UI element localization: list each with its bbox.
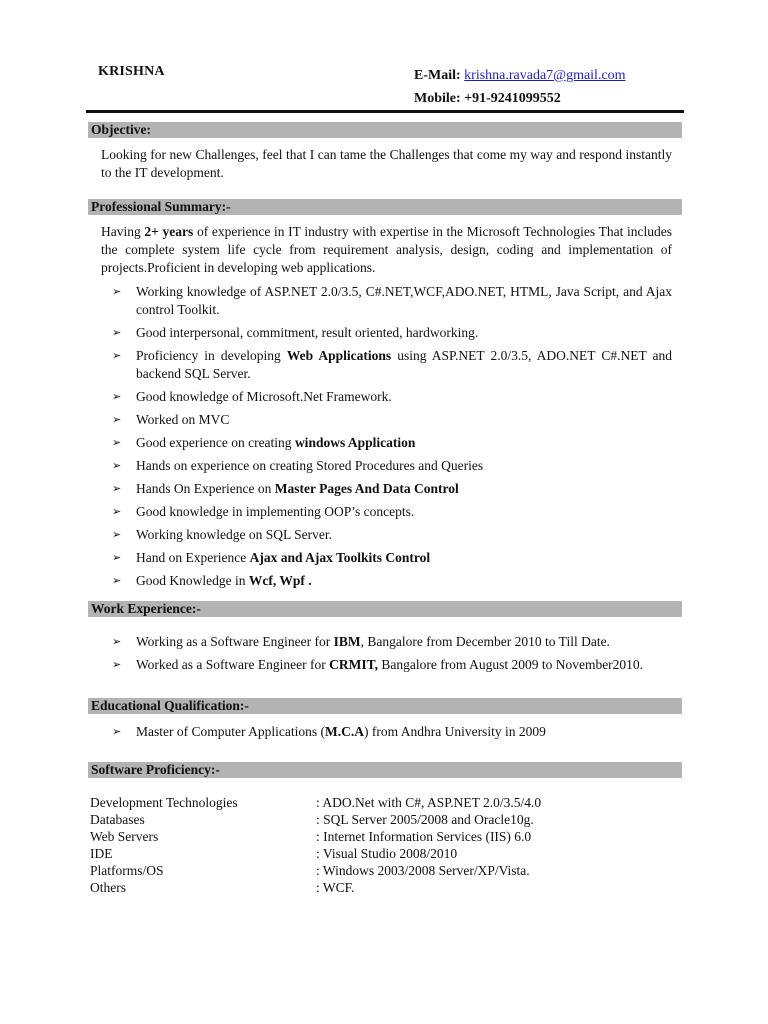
work-bullet-list	[112, 633, 672, 674]
bullet-text: Worked as a Software Engineer for	[136, 657, 330, 672]
education-bullet-list	[112, 723, 672, 741]
mobile-line	[414, 87, 626, 110]
contact-block	[414, 64, 626, 110]
list-item	[112, 503, 672, 521]
bullet-arrow-icon: ➢	[112, 659, 122, 671]
bullet-arrow-icon: ➢	[112, 286, 122, 298]
table-row	[90, 828, 680, 845]
summary-intro-bold: 2+ years	[144, 224, 194, 239]
list-item	[112, 411, 672, 429]
bullet-text: Working knowledge of ASP.NET 2.0/3.5, C#.NET,WCF,ADO.NET, HTML, Java Script, and Ajax control Toolkit.	[136, 284, 672, 317]
objective-heading: Objective:	[88, 122, 682, 138]
list-item	[112, 283, 672, 319]
bullet-arrow-icon: ➢	[112, 726, 122, 738]
email-label: E-Mail:	[414, 68, 461, 83]
list-item	[112, 549, 672, 567]
skill-value: : Visual Studio 2008/2010	[316, 846, 458, 861]
list-item	[112, 572, 672, 590]
list-item	[112, 324, 672, 342]
bullet-text-tail: Bangalore from August 2009 to November2010.	[377, 657, 644, 672]
summary-intro	[101, 223, 672, 277]
mobile-label: Mobile:	[414, 91, 461, 106]
bullet-arrow-icon: ➢	[112, 575, 122, 587]
bullet-bold-text: Wcf, Wpf .	[248, 573, 312, 588]
bullet-text: Hands On Experience on	[136, 481, 275, 496]
skill-category: IDE	[90, 846, 113, 861]
bullet-arrow-icon: ➢	[112, 552, 122, 564]
skill-category: Development Technologies	[90, 795, 238, 810]
summary-intro-pre: Having	[101, 224, 145, 239]
list-item	[112, 457, 672, 475]
header-divider	[86, 110, 684, 113]
bullet-text: Good knowledge of Microsoft.Net Framework.	[136, 389, 392, 404]
list-item	[112, 434, 672, 452]
skill-category: Others	[90, 880, 126, 895]
skill-category: Web Servers	[90, 829, 159, 844]
bullet-arrow-icon: ➢	[112, 460, 122, 472]
skill-value: : Internet Information Services (IIS) 6.0	[316, 829, 532, 844]
software-heading: Software Proficiency:-	[88, 762, 682, 778]
table-row	[90, 811, 680, 828]
bullet-text-tail: ) from Andhra University in 2009	[363, 724, 546, 739]
bullet-text: Proficiency in developing	[136, 348, 287, 363]
skill-category: Platforms/OS	[90, 863, 164, 878]
bullet-arrow-icon: ➢	[112, 483, 122, 495]
bullet-text: Working knowledge on SQL Server.	[136, 527, 333, 542]
bullet-bold-text: Master Pages And Data Control	[274, 481, 459, 496]
bullet-text: Hand on Experience	[136, 550, 250, 565]
skill-value: : ADO.Net with C#, ASP.NET 2.0/3.5/4.0	[316, 795, 542, 810]
bullet-text: Worked on MVC	[136, 412, 230, 427]
list-item	[112, 347, 672, 383]
mobile-number: +91-9241099552	[464, 91, 561, 106]
bullet-text: Master of Computer Applications (	[136, 724, 325, 739]
email-link[interactable]: krishna.ravada7@gmail.com	[464, 68, 626, 83]
bullet-bold-text: windows Application	[294, 435, 416, 450]
bullet-arrow-icon: ➢	[112, 391, 122, 403]
table-row	[90, 845, 680, 862]
list-item	[112, 633, 672, 651]
summary-heading: Professional Summary:-	[88, 199, 682, 215]
bullet-arrow-icon: ➢	[112, 437, 122, 449]
list-item	[112, 388, 672, 406]
skill-value: : Windows 2003/2008 Server/XP/Vista.	[316, 863, 530, 878]
bullet-bold-text: M.C.A	[324, 724, 364, 739]
list-item	[112, 480, 672, 498]
table-row	[90, 862, 680, 879]
list-item	[112, 723, 672, 741]
summary-intro-post: of experience in IT industry with expertise in the Microsoft Technologies That includes the complete system life cycle from requirement analysis, design, coding and implementation of projects.Proficient in developing web applications.	[101, 224, 672, 275]
summary-bullet-list	[112, 283, 672, 590]
software-table	[90, 794, 680, 896]
table-row	[90, 794, 680, 811]
bullet-arrow-icon: ➢	[112, 529, 122, 541]
bullet-text: Good knowledge in implementing OOP’s concepts.	[136, 504, 415, 519]
bullet-text-tail: , Bangalore from December 2010 to Till Date.	[360, 634, 610, 649]
candidate-name: KRISHNA	[98, 64, 165, 79]
bullet-bold-text: Ajax and Ajax Toolkits Control	[249, 550, 431, 565]
bullet-arrow-icon: ➢	[112, 506, 122, 518]
work-heading: Work Experience:-	[88, 601, 682, 617]
skill-category: Databases	[90, 812, 145, 827]
bullet-bold-text: CRMIT,	[329, 657, 378, 672]
bullet-arrow-icon: ➢	[112, 414, 122, 426]
bullet-text: Good experience on creating	[136, 435, 295, 450]
skill-value: : WCF.	[316, 880, 355, 895]
table-row	[90, 879, 680, 896]
bullet-bold-text: IBM	[333, 634, 361, 649]
bullet-arrow-icon: ➢	[112, 350, 122, 362]
bullet-text: Hands on experience on creating Stored Procedures and Queries	[136, 458, 484, 473]
bullet-text: Good Knowledge in	[136, 573, 249, 588]
bullet-arrow-icon: ➢	[112, 636, 122, 648]
objective-text: Looking for new Challenges, feel that I can tame the Challenges that come my way and respond instantly to the IT development.	[101, 147, 672, 180]
bullet-text: Good interpersonal, commitment, result oriented, hardworking.	[136, 325, 479, 340]
bullet-text-tail: using ASP.NET 2.0/3.5, ADO.NET C#.NET and backend SQL Server.	[136, 348, 672, 381]
skill-value: : SQL Server 2005/2008 and Oracle10g.	[316, 812, 534, 827]
email-line	[414, 64, 626, 87]
education-heading: Educational Qualification:-	[88, 698, 682, 714]
bullet-arrow-icon: ➢	[112, 327, 122, 339]
list-item	[112, 656, 672, 674]
bullet-text: Working as a Software Engineer for	[136, 634, 334, 649]
bullet-bold-text: Web Applications	[286, 348, 392, 363]
list-item	[112, 526, 672, 544]
